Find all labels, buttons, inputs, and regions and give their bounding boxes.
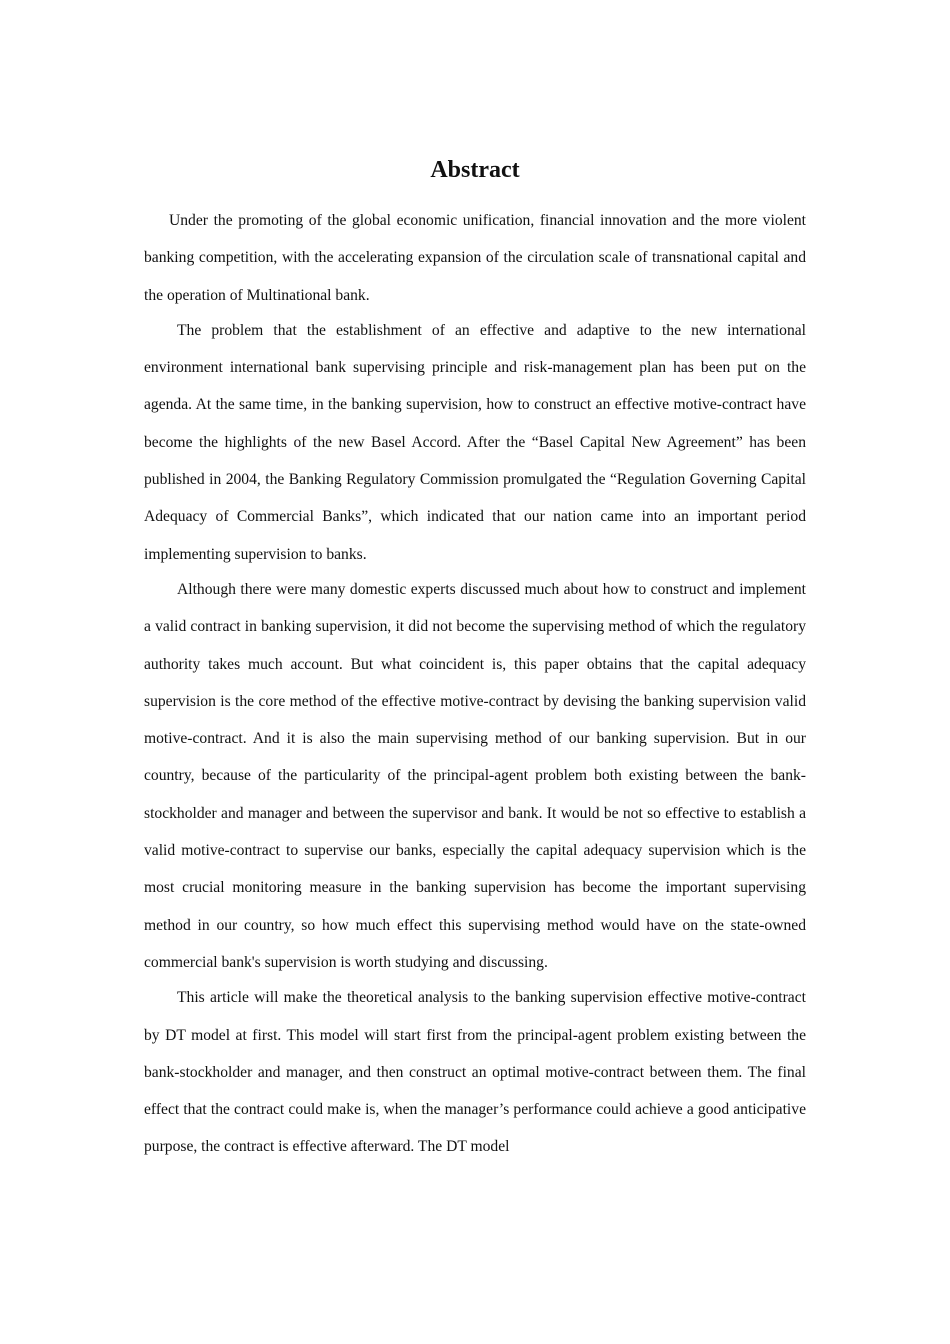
abstract-paragraph-3: Although there were many domestic experts discussed much about how to construct and implement a valid contract in banking supervision, it did not become the supervising method of which the regulatory authority takes much account. But what coincident is, this paper obtains that the capital adequacy supervision is the core method of the effective motive-contract by devising the banking supervision valid motive-contract. And it is also the main supervising method of our banking supervision. But in our country, because of the particularity of the principal-agent problem both existing between the bank-stockholder and manager and between the supervisor and bank. It would be not so effective to establish a valid motive-contract to supervise our banks, especially the capital adequacy supervision which is the most crucial monitoring measure in the banking supervision has become the important supervising method in our country, so how much effect this supervising method would have on the state-owned commercial bank's supervision is worth studying and discussing.: [144, 580, 806, 971]
abstract-paragraph-2: The problem that the establishment of an effective and adaptive to the new international environment international bank supervising principle and risk-management plan has been put on the agenda. At the same time, in the banking supervision, how to construct an effective motive-contract have become the highlights of the new Basel Accord. After the “Basel Capital New Agreement” has been published in 2004, the Banking Regulatory Commission promulgated the “Regulation Governing Capital Adequacy of Commercial Banks”, which indicated that our nation came into an important period implementing supervision to banks.: [144, 321, 806, 563]
abstract-body: [144, 202, 806, 1166]
document-page: [144, 150, 806, 1164]
abstract-title: Abstract: [430, 157, 520, 183]
abstract-paragraph-4: This article will make the theoretical analysis to the banking supervision effective motive-contract by DT model at first. This model will start first from the principal-agent problem existing between the bank-stockholder and manager, and then construct an optimal motive-contract between them. The final effect that the contract could make is, when the manager’s performance could achieve a good anticipative purpose, the contract is effective afterward. The DT model: [144, 989, 806, 1156]
abstract-paragraph-1: Under the promoting of the global economic unification, financial innovation and the more violent banking competition, with the accelerating expansion of the circulation scale of transnational capital and the operation of Multinational bank.: [144, 212, 806, 304]
